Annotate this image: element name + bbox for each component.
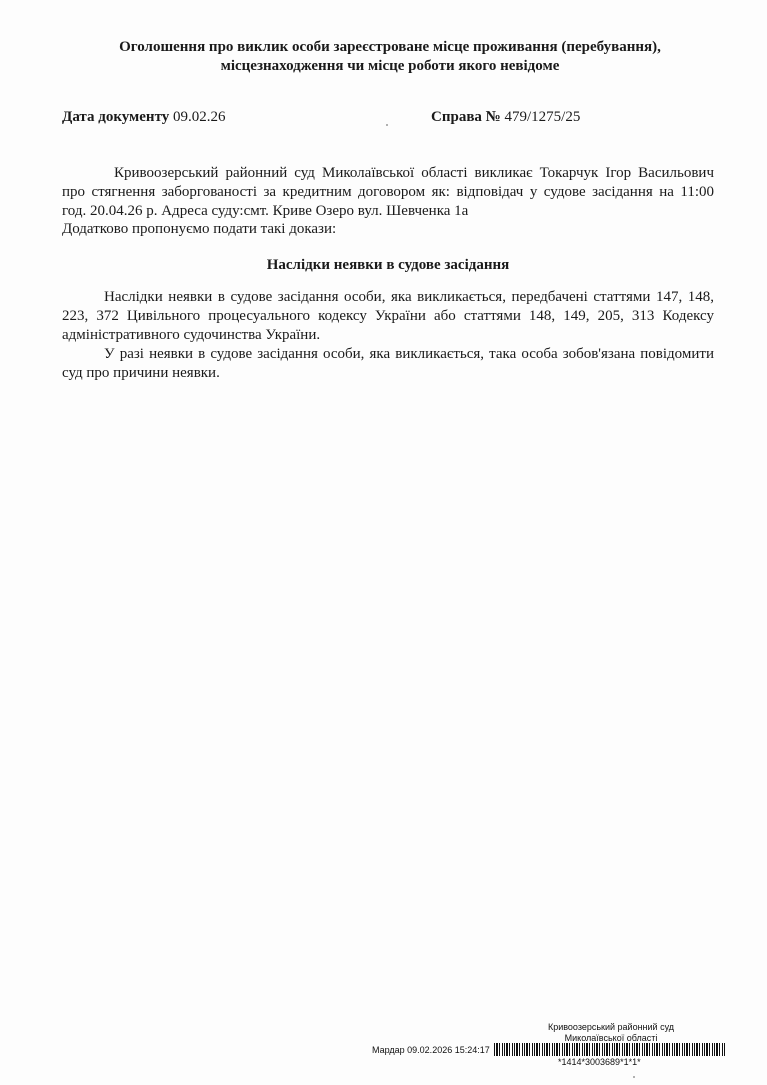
barcode-image	[494, 1043, 726, 1056]
date-value: 09.02.26	[173, 109, 226, 125]
notify-court-paragraph: У разі неявки в судове засідання особи, яка викликається, така особа зобов'язана повідомити суд про причини неявки.	[62, 346, 714, 381]
case-number	[431, 108, 580, 127]
stamp-court-line-1: Кривоозерський районний суд	[547, 1022, 675, 1032]
summons-line-3: год. 20.04.26 р. Адреса суду:смт. Криве Озеро вул. Шевченка 1а	[62, 203, 469, 219]
consequences-heading: Наслідки неявки в судове засідання	[266, 257, 510, 273]
stamp-signer: Мардар 09.02.2026 15:24:17	[372, 1045, 490, 1055]
scan-speck	[633, 1076, 635, 1078]
document-title	[60, 38, 720, 76]
scan-speck	[386, 124, 388, 126]
consequences-paragraph: Наслідки неявки в судове засідання особи, яка викликається, передбачені статтями 147, 148, 223, 372 Цивільного процесуального кодексу України або статтями 148, 149, 205, 313 Кодексу адміністративного судочинства України.	[62, 289, 714, 343]
summons-paragraph	[62, 164, 714, 221]
summons-line-1: Кривоозерський районний суд Миколаївської області викликає Токарчук Ігор Васильович	[114, 165, 714, 181]
document-title-line-2: місцезнаходження чи місце роботи якого невідоме	[220, 58, 560, 74]
stamp-court-name	[526, 1022, 696, 1044]
date-label: Дата документу	[62, 109, 170, 125]
document-date	[62, 108, 226, 127]
stamp-court-line-2: Миколаївської області	[564, 1033, 658, 1043]
document-title-line-1: Оголошення про виклик особи зареєстроване місце проживання (перебування),	[119, 39, 661, 55]
barcode-text: *1414*3003689*1*1*	[558, 1057, 641, 1067]
case-label: Справа №	[431, 109, 501, 125]
summons-line-2: про стягнення заборгованості за кредитним договором як: відповідач у судове засідання на 11:00	[62, 184, 714, 200]
case-value: 479/1275/25	[504, 109, 581, 125]
extra-evidence-line: Додатково пропонуємо подати такі докази:	[62, 221, 337, 237]
electronic-signature-stamp	[372, 1022, 752, 1074]
